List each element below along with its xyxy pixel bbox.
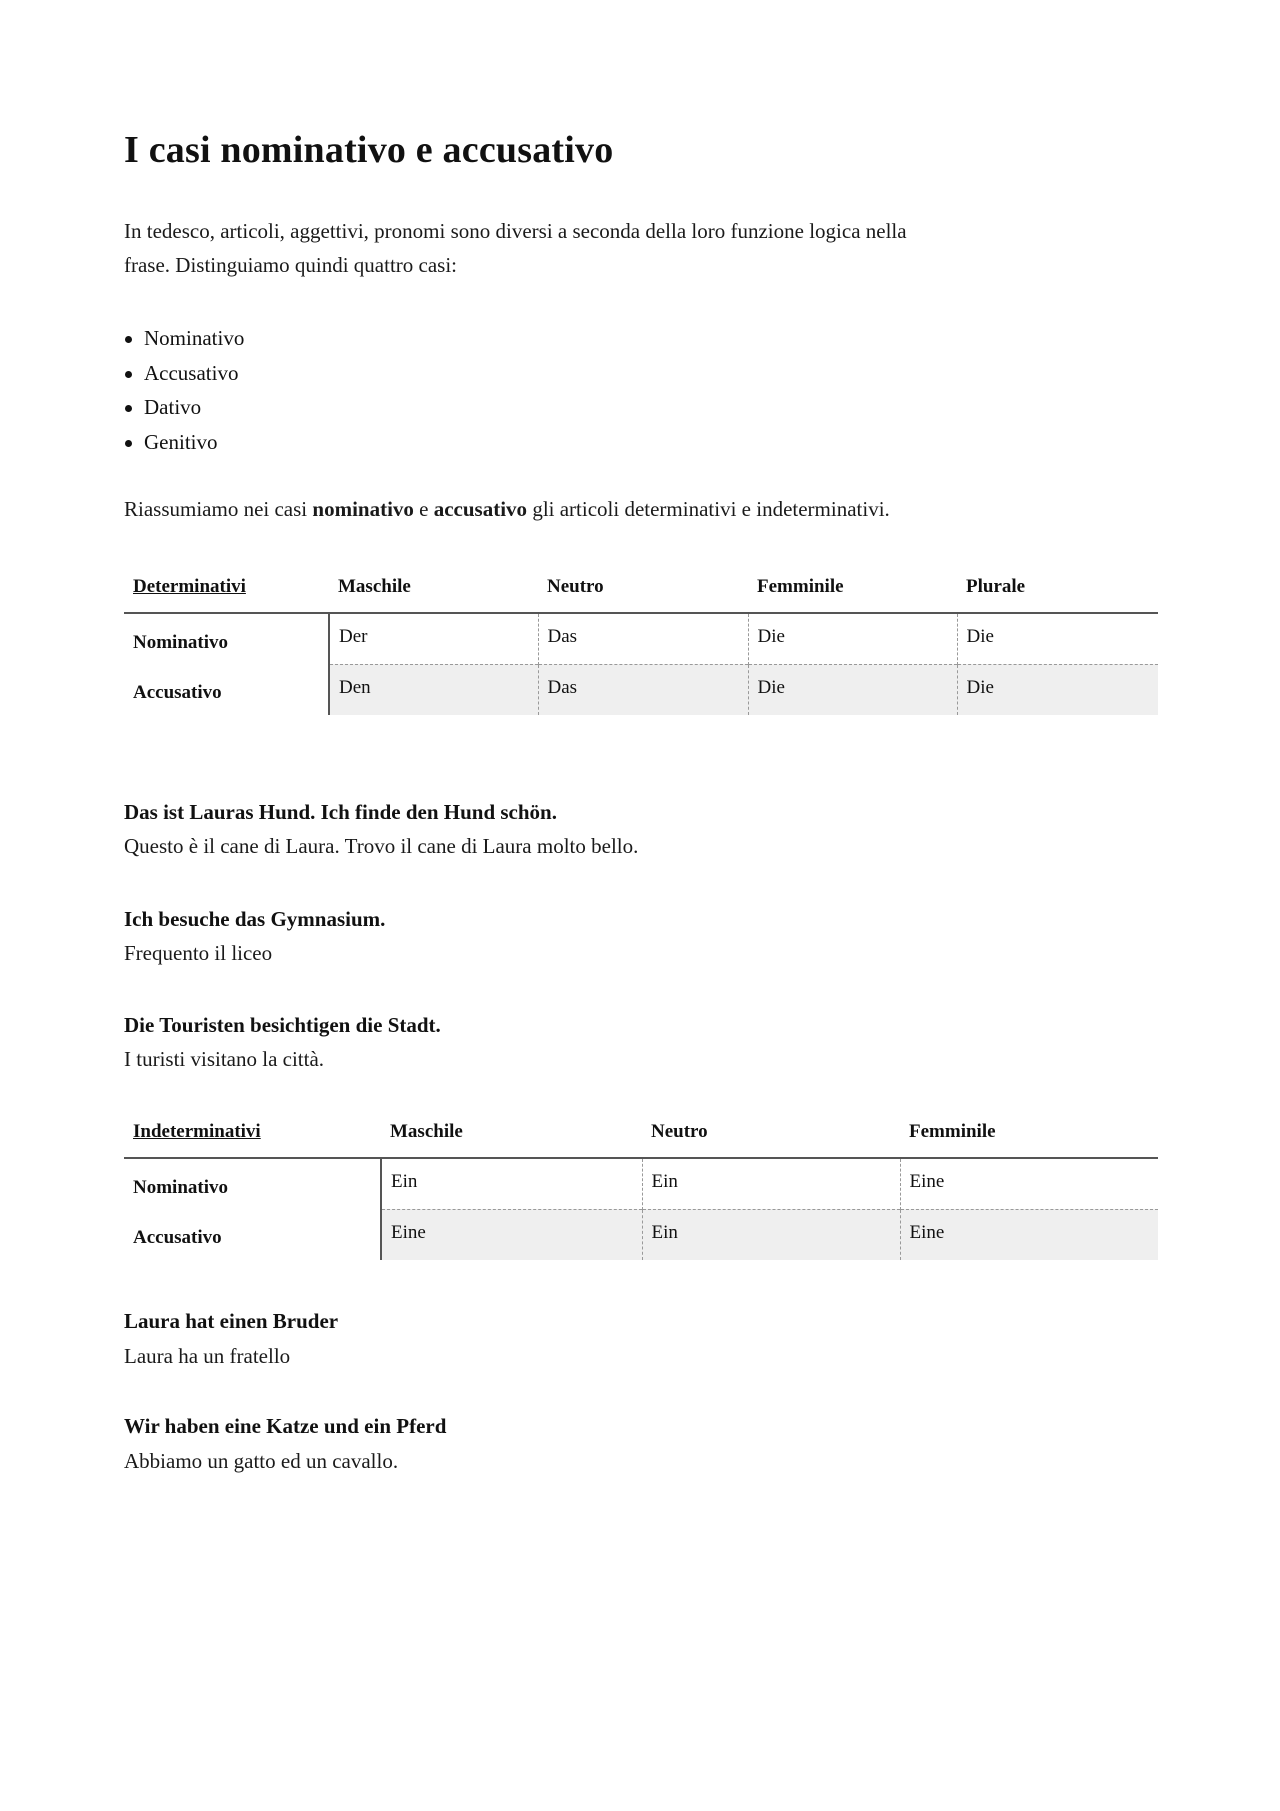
summary-text: e [413, 497, 434, 521]
case-label: Genitivo [144, 429, 218, 454]
summary-sentence [124, 492, 890, 526]
row-header: Nominativo [124, 613, 329, 664]
table-indeterminativi [124, 1121, 1158, 1260]
table-cell: Eine [381, 1209, 642, 1260]
intro-line-1: In tedesco, articoli, aggettivi, pronomi sono diversi a seconda della loro funzione logica nella [124, 219, 907, 243]
column-header: Neutro [642, 1121, 900, 1158]
example-german: Wir haben eine Katze und ein Pferd [124, 1414, 447, 1438]
bullet-icon [125, 405, 132, 412]
table-cell: Die [748, 664, 957, 715]
summary-bold-accusativo: accusativo [433, 497, 528, 521]
example-italian: Abbiamo un gatto ed un cavallo. [124, 1449, 399, 1473]
table-cell: Eine [900, 1158, 1158, 1209]
table-cell: Der [339, 626, 368, 647]
table-row [124, 1209, 1158, 1260]
bullet-icon [125, 371, 132, 378]
example-italian: Frequento il liceo [124, 941, 273, 965]
list-item [124, 356, 244, 391]
example-italian: Questo è il cane di Laura. Trovo il cane di Laura molto bello. [124, 834, 639, 858]
table-cell: Die [957, 613, 1158, 664]
column-header: Maschile [381, 1121, 642, 1158]
list-item [124, 321, 244, 356]
column-header: Femminile [900, 1121, 1158, 1158]
example-german: Laura hat einen Bruder [124, 1309, 339, 1333]
example-german: Das ist Lauras Hund. Ich finde den Hund schön. [124, 800, 557, 824]
table-row [124, 664, 1158, 715]
intro-line-2: frase. Distinguiamo quindi quattro casi: [124, 253, 458, 277]
case-label: Dativo [144, 395, 202, 419]
table-row [124, 613, 1158, 664]
bullet-icon [125, 336, 132, 343]
row-header: Nominativo [124, 1158, 381, 1209]
table-row [124, 1158, 1158, 1209]
summary-text: Riassumiamo nei casi [124, 497, 313, 521]
table-cell: Den [329, 664, 538, 715]
table-cell: Das [538, 613, 748, 664]
column-header: Maschile [329, 576, 538, 613]
table-header-row [124, 576, 1158, 613]
table-cell: Ein [391, 1171, 418, 1192]
summary-text: gli articoli determinativi e indeterminativi. [527, 497, 890, 521]
table-cell: Das [538, 664, 748, 715]
row-header: Accusativo [124, 1209, 381, 1260]
example-german: Ich besuche das Gymnasium. [124, 907, 386, 931]
table-cell: Ein [642, 1209, 900, 1260]
table-header-row [124, 1121, 1158, 1158]
column-header: Femminile [748, 576, 957, 613]
table-cell: Die [748, 613, 957, 664]
page-title: I casi nominativo e accusativo [124, 129, 614, 171]
table-corner-label: Indeterminativi [124, 1121, 381, 1158]
example-italian: Laura ha un fratello [124, 1344, 291, 1368]
column-header: Neutro [538, 576, 748, 613]
table-cell: Eine [900, 1209, 1158, 1260]
column-header: Plurale [957, 576, 1158, 613]
table-cell: Die [957, 664, 1158, 715]
example-german: Die Touristen besichtigen die Stadt. [124, 1013, 441, 1037]
cases-list [124, 321, 244, 459]
summary-bold-nominativo: nominativo [312, 497, 414, 521]
list-item [124, 390, 244, 425]
row-header: Accusativo [124, 664, 329, 715]
table-determinativi [124, 576, 1158, 715]
table-corner-label: Determinativi [124, 576, 329, 613]
case-label: Accusativo [144, 360, 239, 385]
case-label: Nominativo [144, 326, 245, 350]
example-italian: I turisti visitano la città. [124, 1047, 325, 1071]
table-cell: Ein [642, 1158, 900, 1209]
bullet-icon [125, 440, 132, 447]
list-item [124, 425, 244, 460]
